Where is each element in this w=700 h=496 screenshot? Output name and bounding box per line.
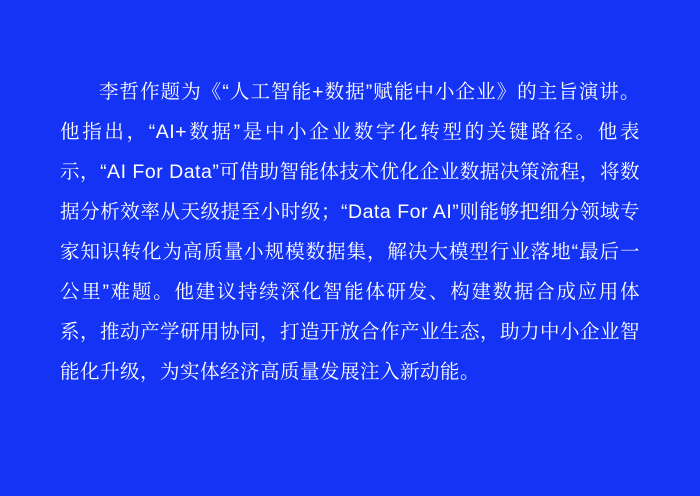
document-body-paragraph: 李哲作题为《“人工智能+数据”赋能中小企业》的主旨演讲。他指出，“AI+数据”是中小企业数字化转型的关键路径。他表示，“AI For Data”可借助智能体技术优化企业数据决策流程，将数据分析效率从天级提至小时级；“Data For AI”则能够把细分领域专家知识转化为高质量小规模数据集，解决大模型行业落地“最后一公里”难题。他建议持续深化智能体研发、构建数据合成应用体系，推动产学研用协同，打造开放合作产业生态，助力中小企业智能化升级，为实体经济高质量发展注入新动能。 [60,80,641,383]
